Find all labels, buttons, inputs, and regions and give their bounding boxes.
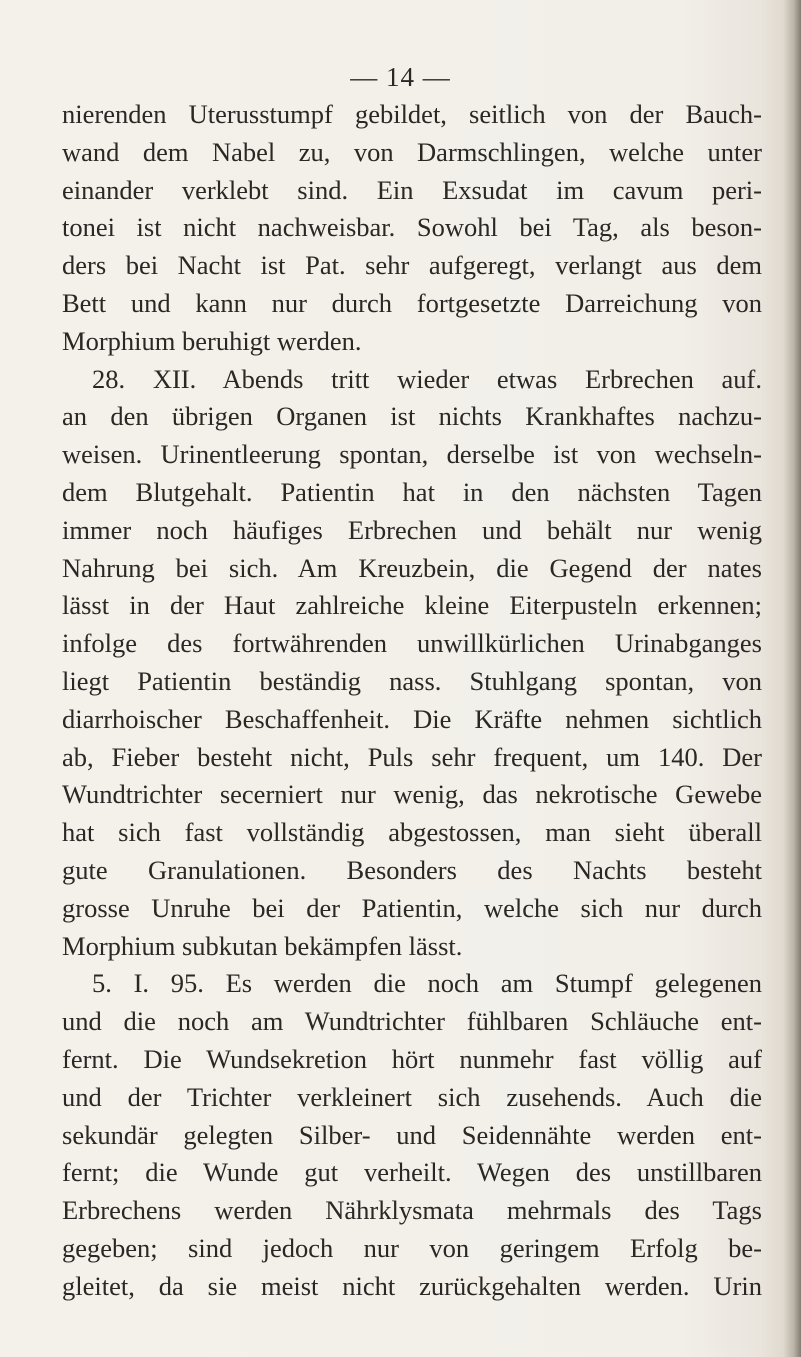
- text-line: fernt. Die Wundsekretion hört nunmehr fast völlig auf: [62, 1043, 762, 1074]
- text-line: lässt in der Haut zahlreiche kleine Eiterpusteln erkennen;: [62, 590, 762, 621]
- text-line: liegt Patientin beständig nass. Stuhlgang spontan, von: [62, 665, 762, 696]
- page-number: — 14 —: [350, 62, 451, 92]
- text-line: wand dem Nabel zu, von Darmschlingen, welche unter: [62, 136, 762, 167]
- text-line: gleitet, da sie meist nicht zurückgehalten werden. Urin: [62, 1270, 762, 1301]
- text-line: an den übrigen Organen ist nichts Krankhaftes nachzu-: [62, 401, 762, 432]
- text-line: gegeben; sind jedoch nur von geringem Erfolg be-: [62, 1232, 762, 1263]
- text-line: Morphium beruhigt werden.: [62, 325, 362, 356]
- text-line: diarrhoischer Beschaffenheit. Die Kräfte nehmen sichtlich: [62, 703, 762, 734]
- text-line: infolge des fortwährenden unwillkürlichen Urinabganges: [62, 628, 762, 659]
- text-line: grosse Unruhe bei der Patientin, welche sich nur durch: [62, 892, 762, 923]
- text-line: und der Trichter verkleinert sich zusehends. Auch die: [62, 1081, 762, 1112]
- text-line: einander verklebt sind. Ein Exsudat im cavum peri-: [62, 174, 762, 205]
- text-line: Bett und kann nur durch fortgesetzte Darreichung von: [62, 287, 762, 318]
- body-text: [62, 96, 762, 1306]
- text-line: Wundtrichter secerniert nur wenig, das nekrotische Gewebe: [62, 779, 762, 810]
- text-line: Morphium subkutan bekämpfen lässt.: [62, 930, 463, 961]
- text-line: immer noch häufiges Erbrechen und behält nur wenig: [62, 514, 762, 545]
- text-line: hat sich fast vollständig abgestossen, man sieht überall: [62, 817, 762, 848]
- text-line: Nahrung bei sich. Am Kreuzbein, die Gegend der nates: [62, 552, 762, 583]
- text-line: weisen. Urinentleerung spontan, derselbe ist von wechseln-: [62, 439, 762, 470]
- text-line: 5. I. 95. Es werden die noch am Stumpf gelegenen: [92, 968, 762, 999]
- text-line: ab, Fieber besteht nicht, Puls sehr frequent, um 140. Der: [62, 741, 762, 772]
- text-line: sekundär gelegten Silber- und Seidennähte werden ent-: [62, 1119, 762, 1150]
- text-line: fernt; die Wunde gut verheilt. Wegen des unstillbaren: [62, 1157, 762, 1188]
- text-line: 28. XII. Abends tritt wieder etwas Erbrechen auf.: [92, 363, 762, 394]
- text-line: Erbrechens werden Nährklysmata mehrmals des Tags: [62, 1195, 762, 1226]
- text-line: ders bei Nacht ist Pat. sehr aufgeregt, verlangt aus dem: [62, 250, 762, 281]
- text-line: dem Blutgehalt. Patientin hat in den nächsten Tagen: [62, 476, 762, 507]
- text-line: und die noch am Wundtrichter fühlbaren Schläuche ent-: [62, 1006, 762, 1037]
- text-line: tonei ist nicht nachweisbar. Sowohl bei Tag, als beson-: [62, 212, 762, 243]
- text-line: gute Granulationen. Besonders des Nachts besteht: [62, 854, 762, 885]
- page-edge-shadow: [783, 0, 801, 1357]
- text-line: nierenden Uterusstumpf gebildet, seitlich von der Bauch-: [62, 99, 762, 129]
